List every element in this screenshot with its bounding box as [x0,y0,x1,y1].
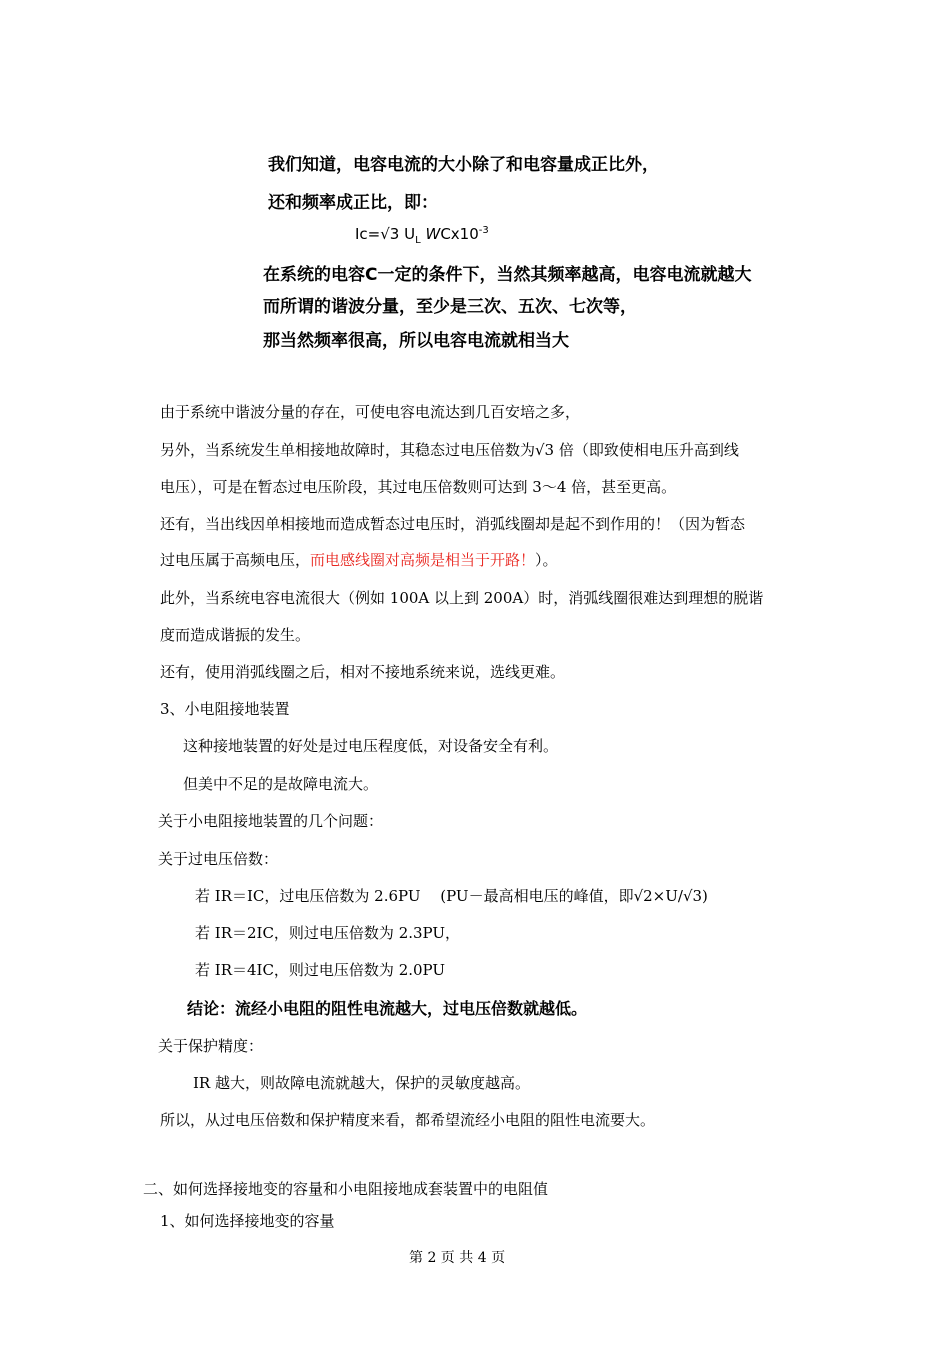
paragraph-2b: 电压），可是在暂态过电压阶段，其过电压倍数则可达到 3～4 倍，甚至更高。 [160,478,677,496]
paragraph-3b-post: ）。 [535,551,558,569]
paragraph-11: IR 越大，则故障电流就越大，保护的灵敏度越高。 [193,1074,530,1092]
paragraph-4b: 度而造成谐振的发生。 [160,626,311,644]
formula-prefix: Ic= [355,225,381,243]
section-heading-2: 二、如何选择接地变的容量和小电阻接地成套装置中的电阻值 [143,1180,549,1198]
highlighted-warning: 而电感线圈对高频是相当于开路！ [310,551,536,569]
paragraph-1: 由于系统中谐波分量的存在，可使电容电流达到几百安培之多， [160,403,581,421]
paragraph-9: 关于过电压倍数： [158,850,279,868]
formula-omega: W [425,225,441,243]
formula-cx: Cx10 [440,225,479,243]
paragraph-6: 这种接地装置的好处是过电压程度低，对设备安全有利。 [183,737,559,755]
case-2: 若 IR＝2IC，则过电压倍数为 2.3PU， [195,924,461,942]
paragraph-7: 但美中不足的是故障电流大。 [183,775,379,793]
paragraph-3b-pre: 过电压属于高频电压， [160,551,311,569]
case-3: 若 IR＝4IC，则过电压倍数为 2.0PU [195,961,446,979]
capacitive-current-formula [355,225,489,246]
paragraph-10: 关于保护精度： [158,1037,264,1055]
formula-u: U [404,225,416,243]
formula-exp: -3 [478,225,489,236]
header-line-2: 还和频率成正比，即： [268,193,438,213]
conclusion: 结论：流经小电阻的阻性电流越大，过电压倍数就越低。 [187,999,588,1018]
paragraph-3a: 还有，当出线因单相接地而造成暂态过电压时，消弧线圈却是起不到作用的！（因为暂态 [160,515,746,533]
page-number-footer: 第 2 页 共 4 页 [409,1250,506,1266]
paragraph-2a: 另外，当系统发生单相接地故障时，其稳态过电压倍数为√3 倍（即致使相电压升高到线 [160,441,739,459]
section-heading-3: 3、小电阻接地装置 [160,700,290,718]
header-line-3: 在系统的电容C一定的条件下，当然其频率越高，电容电流就越大 [263,265,752,285]
paragraph-3b [160,549,558,570]
paragraph-8: 关于小电阻接地装置的几个问题： [158,812,384,830]
header-line-5: 那当然频率很高，所以电容电流就相当大 [263,331,569,351]
formula-u-sub: L [415,235,421,246]
paragraph-4a: 此外，当系统电容电流很大（例如 100A 以上到 200A）时，消弧线圈很难达到理想的脱谐 [160,589,764,607]
paragraph-5: 还有，使用消弧线圈之后，相对不接地系统来说，选线更难。 [160,663,566,681]
header-line-4: 而所谓的谐波分量，至少是三次、五次、七次等， [263,297,637,317]
header-line-1: 我们知道，电容电流的大小除了和电容量成正比外， [268,155,659,175]
formula-root: √3 [380,225,400,243]
subsection-heading-2-1: 1、如何选择接地变的容量 [160,1212,335,1230]
case-1: 若 IR＝IC，过电压倍数为 2.6PU (PU－最高相电压的峰值，即√2×U/√3) [195,887,708,905]
paragraph-12: 所以，从过电压倍数和保护精度来看，都希望流经小电阻的阻性电流要大。 [160,1111,656,1129]
